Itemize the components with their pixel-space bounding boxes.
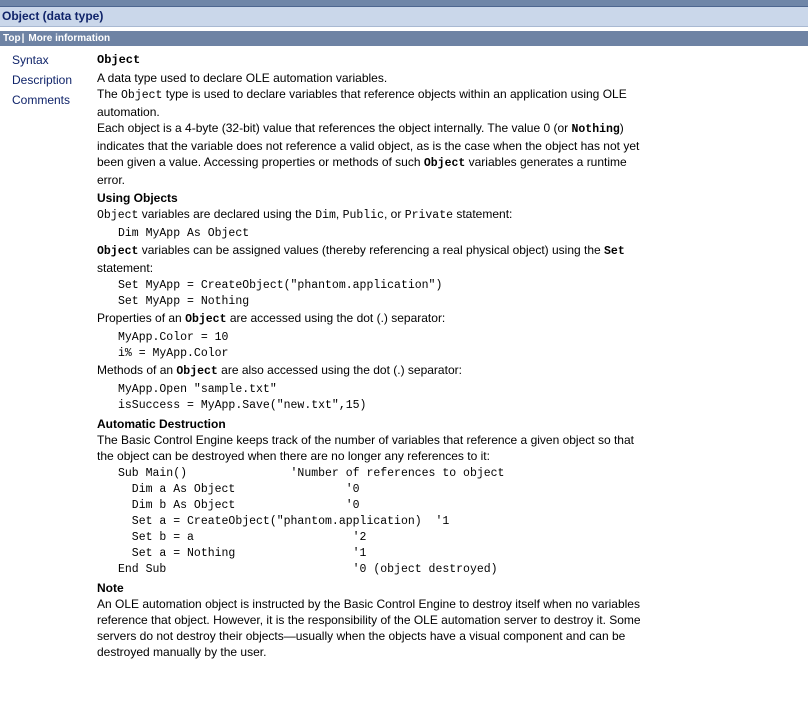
syntax-keyword: Object bbox=[97, 53, 141, 67]
using-objects-heading: Using Objects bbox=[97, 191, 178, 205]
code-example-declare: Dim MyApp As Object bbox=[118, 227, 250, 240]
comments-link[interactable]: Comments bbox=[12, 93, 71, 107]
automatic-destruction-heading: Automatic Destruction bbox=[97, 417, 226, 431]
note-paragraph: An OLE automation object is instructed by the Basic Control Engine to destroy itself when no variables reference that object. However, it is the responsibility of the OLE automation server to destroy it. Some servers do not destroy their objects—usually when the objects have a visual component and can be destroyed manually by the user. bbox=[97, 597, 641, 659]
destruction-paragraph: The Basic Control Engine keeps track of the number of variables that reference a given object so that the object can be destroyed when there are no longer any references to it: bbox=[97, 433, 634, 463]
comments-paragraph-2: Each object is a 4-byte (32-bit) value that references the object internally. The value 0 (or Nothing) indicates that the variable does not reference a valid object, as is the case when the object has not yet been given a value. Accessing properties or methods of such Object variables generates a runtime error. bbox=[97, 121, 640, 187]
top-link[interactable]: Top bbox=[3, 33, 21, 44]
top-strip bbox=[0, 0, 808, 7]
code-example-set: Set MyApp = CreateObject("phantom.application") Set MyApp = Nothing bbox=[118, 279, 443, 308]
description-link[interactable]: Description bbox=[12, 73, 73, 87]
page-title: Object (data type) bbox=[0, 7, 808, 27]
note-heading: Note bbox=[97, 581, 124, 595]
using-paragraph-2: Object variables can be assigned values (thereby referencing a real physical object) using the Set statement: bbox=[97, 243, 625, 275]
using-paragraph-3: Properties of an Object are accessed using the dot (.) separator: bbox=[97, 311, 446, 326]
main-content bbox=[97, 50, 642, 660]
using-paragraph-4: Methods of an Object are also accessed using the dot (.) separator: bbox=[97, 363, 462, 378]
nav-separator: | bbox=[21, 33, 25, 44]
code-example-destruction: Sub Main() 'Number of references to object Dim a As Object '0 Dim b As Object '0 Set a = CreateObject("phantom.application) '1 Set b = a '2 Set a = Nothing '1 End Sub '0 (object destroyed) bbox=[118, 467, 505, 576]
code-example-properties: MyApp.Color = 10 i% = MyApp.Color bbox=[118, 331, 229, 360]
description-text: A data type used to declare OLE automation variables. bbox=[97, 71, 388, 85]
nav-bar bbox=[0, 31, 808, 46]
code-example-methods: MyApp.Open "sample.txt" isSuccess = MyApp.Save("new.txt",15) bbox=[118, 383, 367, 412]
section-nav bbox=[12, 50, 72, 110]
syntax-link[interactable]: Syntax bbox=[12, 53, 49, 67]
comments-paragraph-1: The Object type is used to declare variables that reference objects within an application using OLE automation. bbox=[97, 87, 627, 119]
more-information-link[interactable]: More information bbox=[28, 33, 111, 44]
using-paragraph-1: Object variables are declared using the Dim, Public, or Private statement: bbox=[97, 207, 513, 222]
